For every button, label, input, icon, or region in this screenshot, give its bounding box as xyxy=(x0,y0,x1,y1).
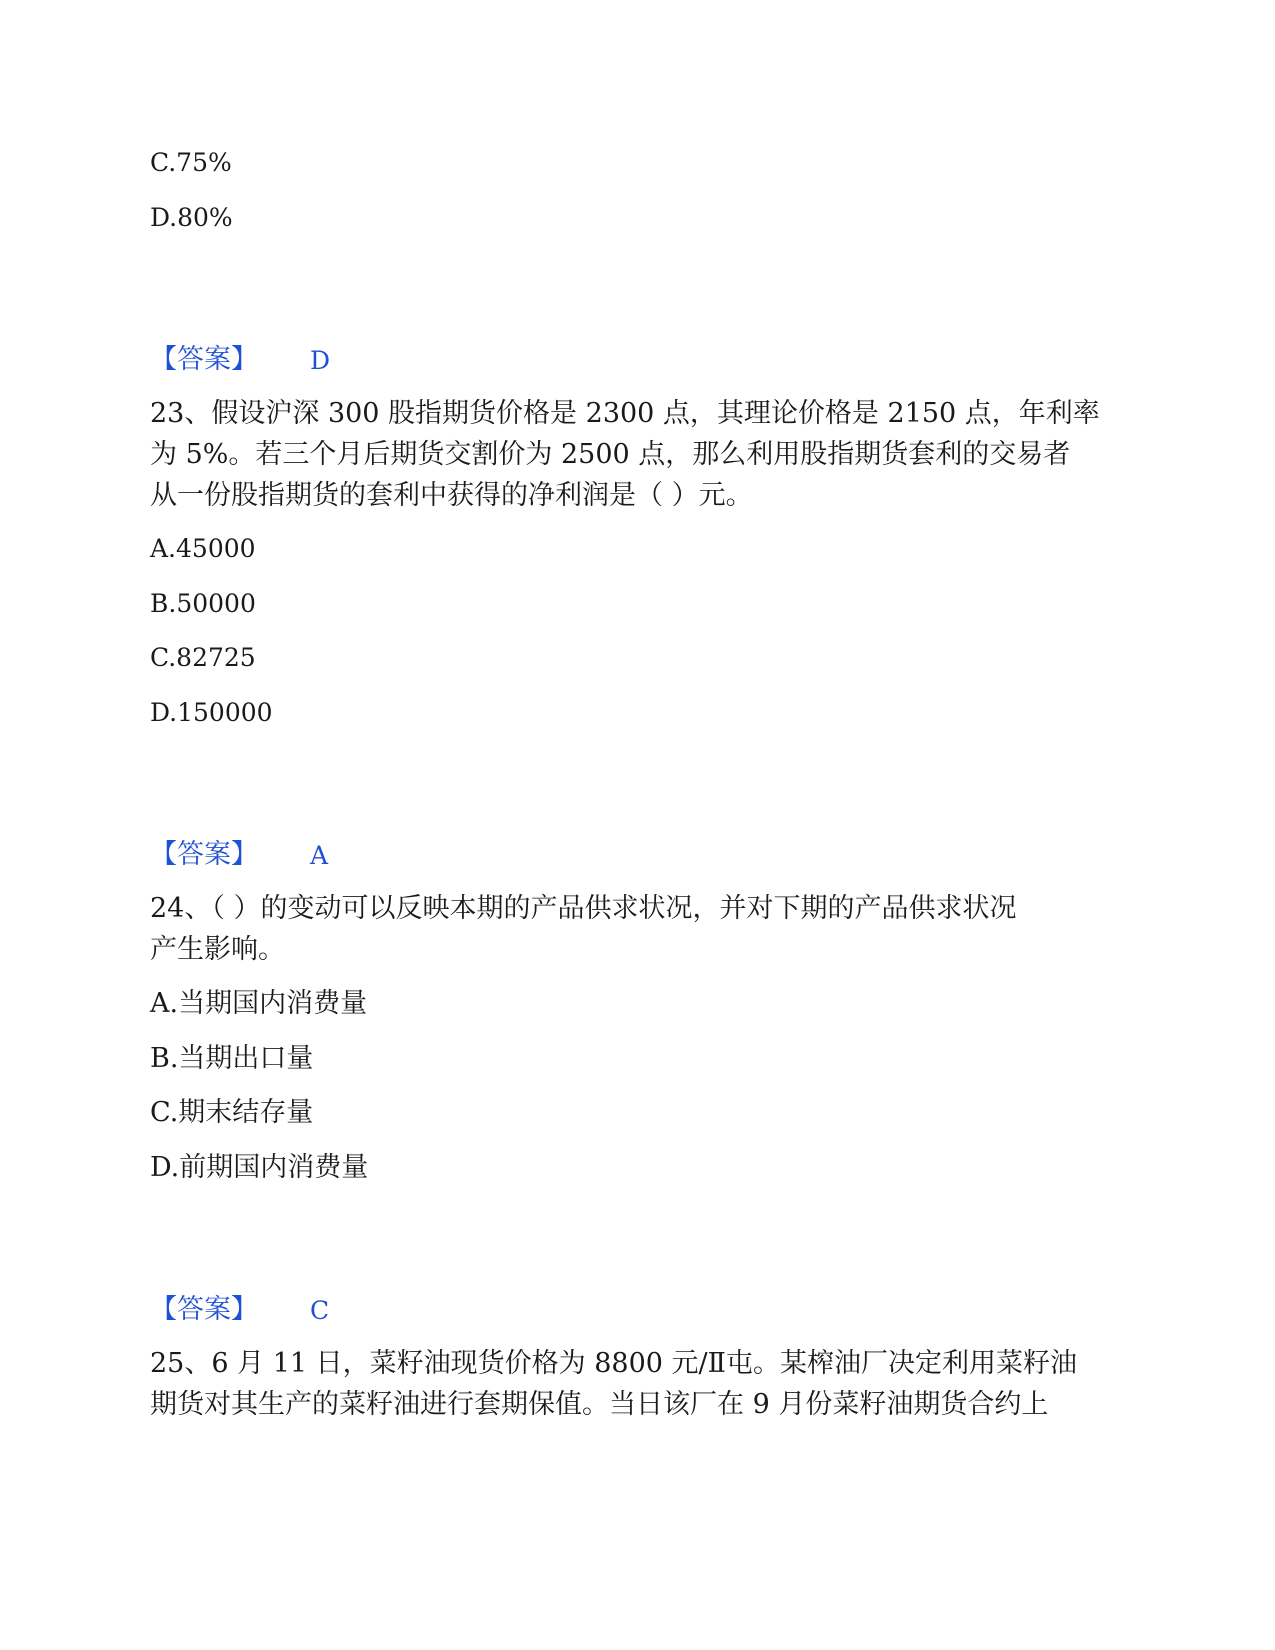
q22-option-d: D.80% xyxy=(150,203,233,232)
q23-text-line-2: 为 5%。若三个月后期货交割价为 2500 点，那么利用股指期货套利的交易者 xyxy=(150,439,1071,470)
q24-option-b: B.当期出口量 xyxy=(150,1043,314,1074)
q23-answer-label: 【答案】 xyxy=(150,839,258,870)
q23-answer-value: A xyxy=(310,841,329,870)
q24-option-c: C.期末结存量 xyxy=(150,1097,314,1128)
q24-option-d: D.前期国内消费量 xyxy=(150,1152,369,1183)
q24-option-a: A.当期国内消费量 xyxy=(150,988,368,1019)
q23-text-line-1: 23、假设沪深 300 股指期货价格是 2300 点，其理论价格是 2150 点，年利率 xyxy=(150,398,1100,429)
q25-text-line-1: 25、6 月 11 日，菜籽油现货价格为 8800 元/Ⅱ屯。某榨油厂决定利用菜籽油 xyxy=(150,1348,1077,1379)
q24-answer-value: C xyxy=(310,1296,330,1325)
q24-answer-label: 【答案】 xyxy=(150,1294,258,1325)
q23-option-d: D.150000 xyxy=(150,698,273,727)
q23-option-c: C.82725 xyxy=(150,643,256,672)
q24-text-line-2: 产生影响。 xyxy=(150,934,285,965)
q24-text-line-1: 24、（ ）的变动可以反映本期的产品供求状况，并对下期的产品供求状况 xyxy=(150,893,1017,924)
q22-option-c: C.75% xyxy=(150,148,232,177)
q23-option-b: B.50000 xyxy=(150,589,256,618)
q23-text-line-3: 从一份股指期货的套利中获得的净利润是（ ）元。 xyxy=(150,480,753,511)
q25-text-line-2: 期货对其生产的菜籽油进行套期保值。当日该厂在 9 月份菜籽油期货合约上 xyxy=(150,1389,1049,1420)
q23-option-a: A.45000 xyxy=(150,534,256,563)
q22-answer-value: D xyxy=(310,346,331,375)
q22-answer-label: 【答案】 xyxy=(150,344,258,375)
